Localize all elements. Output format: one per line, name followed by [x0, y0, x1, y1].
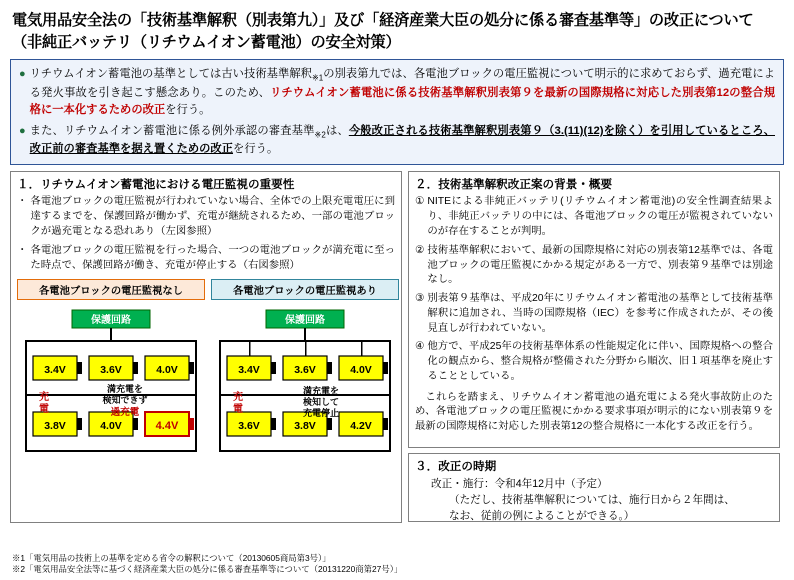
right-item-4 [415, 340, 773, 384]
svg-text:3.4V: 3.4V [44, 364, 66, 377]
left-bullet-1 [17, 195, 395, 239]
schedule-heading: ３．改正の時期 [415, 460, 497, 474]
svg-text:検知できず: 検知できず [102, 395, 148, 406]
svg-text:充: 充 [233, 392, 243, 404]
bullet-dot-icon: ● [19, 68, 26, 81]
footnote-1: ※1「電気用品の技術上の基準を定める省令の解釈について（20130605商局第3号）」 [12, 552, 331, 563]
svg-text:満充電を: 満充電を [302, 386, 340, 397]
svg-text:保護回路: 保護回路 [285, 315, 325, 327]
svg-text:4.0V: 4.0V [100, 420, 122, 433]
svg-text:検知して: 検知して [302, 397, 340, 408]
intro-bullet-1 [19, 66, 775, 119]
right-panel-heading: ２．技術基準解釈改正案の背景・概要 [415, 178, 613, 192]
svg-text:3.6V: 3.6V [238, 420, 260, 433]
svg-text:電: 電 [233, 404, 243, 416]
intro-bullet-2-text: また、リチウムイオン蓄電池に係る例外承認の審査基準$_{※2}$は、今般改正される技術基準解釈別表第９（3.(11)(12)を除く）を引用しているところ、改正前の審査基準を据え置くための改正を行う。 [29, 124, 775, 156]
svg-text:4.2V: 4.2V [350, 420, 372, 433]
svg-text:3.4V: 3.4V [238, 364, 260, 377]
schedule-line-2: （ただし、技術基準解釈については、施行日から２年間は、 [449, 494, 735, 507]
svg-text:過充電: 過充電 [110, 407, 140, 419]
diagram-with-monitoring-header: 各電池ブロックの電圧監視あり [211, 279, 399, 300]
intro-bullet-1-text: リチウムイオン蓄電池の基準としては古い技術基準解釈$_{※1}$の別表第九では、各電池ブロックの電圧監視について明示的に求めておらず、過充電による発火事故を引き起こす懸念あり。このため、リチウムイオン蓄電池に係る技術基準解釈別表第９を最新の国際規格に対応した別表第12の整合規格に一本化するための改正を行う。 [29, 68, 775, 116]
battery-diagram [17, 279, 395, 489]
svg-text:満充電を: 満充電を [106, 384, 144, 395]
right-panel [408, 171, 780, 448]
svg-text:電: 電 [39, 404, 49, 416]
circuit-svg-left [17, 304, 205, 489]
right-item-1 [415, 195, 773, 239]
svg-text:充: 充 [39, 392, 49, 404]
right-item-3 [415, 292, 773, 336]
bullet-dot-icon: ● [19, 124, 26, 137]
svg-text:3.8V: 3.8V [294, 420, 316, 433]
diagram-no-monitoring [17, 279, 205, 489]
left-panel [10, 171, 402, 523]
svg-text:保護回路: 保護回路 [91, 315, 131, 327]
intro-box [10, 59, 784, 165]
diagram-no-monitoring-body [17, 304, 205, 489]
item-text: 技術基準解釈において、最新の国際規格に対応の別表第12基準では、各電池ブロックの電圧監視にかかる規定がある一方で、別表第９基準では別途なし。 [427, 244, 773, 286]
svg-text:4.0V: 4.0V [156, 364, 178, 377]
right-column [408, 171, 780, 523]
item-mark: ① [415, 196, 425, 208]
footnotes [12, 553, 402, 576]
right-item-2 [415, 244, 773, 288]
item-text: NITEによる非純正バッテリ(リチウムイオン蓄電池)の安全性調査結果より、非純正バッテリの中には、各電池ブロックの電圧が監視されていないのが存在することが判明。 [427, 196, 773, 237]
body-columns [10, 171, 784, 523]
bullet-mark: ・ [17, 196, 28, 208]
svg-text:4.0V: 4.0V [350, 364, 372, 377]
bullet-text: 各電池ブロックの電圧監視が行われていない場合、全体での上限充電電圧に到達するまでを、保護回路が働かず、充電が継続されるため、一部の電池ブロックが過充電となる恐れあり（左図参照） [30, 196, 395, 237]
svg-text:3.6V: 3.6V [294, 364, 316, 377]
svg-text:3.6V: 3.6V [100, 364, 122, 377]
circuit-svg-right [211, 304, 399, 489]
item-mark: ③ [415, 293, 425, 305]
diagram-with-monitoring [211, 279, 399, 489]
page-title: 電気用品安全法の「技術基準解釈（別表第九）」及び「経済産業大臣の処分に係る審査基準等」の改正について（非純正バッテリ（リチウムイオン蓄電池）の安全対策） [12, 12, 754, 51]
item-text: 別表第９基準は、平成20年にリチウムイオン蓄電池の基準として技術基準解釈に追加され、当時の国際規格（IEC）を参考に作成されたが、その後見直しが行われていない。 [427, 293, 773, 334]
left-bullet-2 [17, 244, 395, 274]
item-text: 他方で、平成25年の技術基準体系の性能規定化に伴い、国際規格への整合化の観点から、整合規格が整備された分野から順次、旧１項基準を廃止することとしている。 [427, 341, 773, 382]
item-mark: ② [415, 244, 425, 256]
left-column [10, 171, 402, 523]
item-mark: ④ [415, 341, 425, 353]
footnote-2: ※2「電気用品安全法等に基づく経済産業大臣の処分に係る審査基準等について（20131220商第27号）」 [12, 564, 403, 575]
intro-bullet-2 [19, 123, 775, 159]
svg-text:4.4V: 4.4V [155, 420, 179, 433]
diagram-no-monitoring-header: 各電池ブロックの電圧監視なし [17, 279, 205, 300]
schedule-panel [408, 453, 780, 522]
svg-text:充電停止: 充電停止 [302, 408, 340, 419]
bullet-text: 各電池ブロックの電圧監視を行った場合、一つの電池ブロックが満充電に至った時点で、保護回路が働き、充電が停止する（右図参照） [30, 244, 395, 271]
svg-text:3.8V: 3.8V [44, 420, 66, 433]
bullet-mark: ・ [17, 244, 28, 256]
diagram-with-monitoring-body [211, 304, 399, 489]
item-text: これらを踏まえ、リチウムイオン蓄電池の過充電による発火事故防止のため、各電池ブロックの電圧監視にかかる要求事項が明示的にない別表第９を最新の国際規格に対応した別表第12の整合規格に一本化する改正を行う。 [415, 391, 773, 433]
schedule-line-3: なお、従前の例によることができる。） [449, 510, 635, 523]
right-item-summary [415, 391, 773, 435]
schedule-line-1: 改正・施行：令和4年12月中（予定） [431, 478, 608, 491]
left-panel-heading: １．リチウムイオン蓄電池における電圧監視の重要性 [17, 178, 295, 192]
